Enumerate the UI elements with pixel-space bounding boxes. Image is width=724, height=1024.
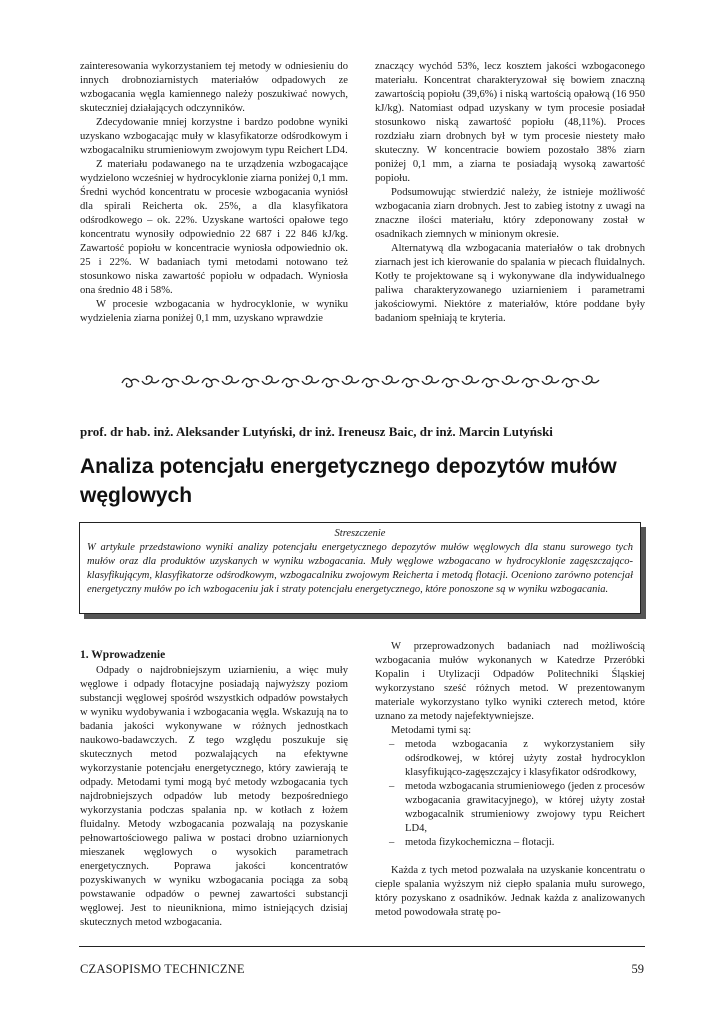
paragraph: zainteresowania wykorzystaniem tej metody w odniesieniu do innych drobnoziarnistych materiałów odpadowych ze wzbogacania węgla kamiennego należy poszukiwać nowych, skuteczniej działających odczynników.	[80, 61, 348, 114]
list-item: – metoda fizykochemiczna – flotacji.	[389, 837, 555, 848]
abstract-box	[79, 522, 641, 614]
list-item: – metoda wzbogacania z wykorzystaniem siły odśrodkowej, w której użyty został hydrocyklon klasyfikująco-zagęszczajcy i klasyfikator odśrodkowy,	[389, 739, 645, 778]
bottom-left-column	[80, 648, 348, 930]
journal-name: CZASOPISMO TECHNICZNE	[80, 962, 245, 976]
ornamental-divider-icon	[118, 372, 602, 390]
abstract-heading: Streszczenie	[334, 528, 386, 539]
top-right-column	[375, 60, 645, 326]
paragraph: Każda z tych metod pozwalała na uzyskanie koncentratu o cieple spalania wyższym niż ciepło spalania mułu surowego, który pozyskano z osadników. Jednak każda z analizowanych metod powodowała stratę po-	[375, 865, 645, 918]
paragraph: znaczący wychód 53%, lecz kosztem jakości wzbogaconego materiału. Koncentrat charakteryzował się bowiem znaczną zawartością popiołu (39,6%) i niską wartością opałową (16 950 kJ/kg). Natomiast odpad uzyskany w tym procesie posiadał stosunkowo niską zawartość popiołu (48,11%). Proces rozdziału ziarn drobnych był w tym procesie niestety mało skuteczny. W koncentracie bowiem pozostało 38% ziarn poniżej 0,1 mm, a ziarna te posiadają wysoką zawartość popiołu.	[375, 61, 645, 184]
methods-list	[375, 738, 645, 850]
paragraph: Podsumowując stwierdzić należy, że istnieje możliwość wzbogacania ziarn drobnych. Jest to zabieg istotny z uwagi na znaczne ilości materiału, który zdeponowany został w osadnikach ziemnych w minionym okresie.	[375, 187, 645, 240]
top-left-column	[80, 60, 348, 326]
paragraph: Odpady o najdrobniejszym uziarnieniu, a więc muły węglowe i odpady flotacyjne posiadają najwyższy poziom substancji węglowej spośród wszystkich odpadów powstałych w wyniku wydobywania i wzbogacania węgla. Wskazują na to badania jakości wykonywane w różnych jednostkach naukowo-badawczych. Z tego względu poszukuje się skutecznych metod pozwalających na efektywne wykorzystanie potencjału energetycznego, który zawierają te odpady. Metodami tymi mogą być metody wzbogacania tych najdrobniejszych odpadów lub metody bezpośredniego wykorzystania podczas spalania np. w kotłach z łożem fluidalny. Metody wzbogacania pozwalają na pozyskanie pełnowartościowego paliwa w postaci drobno uziarnionych mieszanek węglowych o wysokich parametrach energetycznych. Poprawa jakości koncentratów pozyskiwanych w wyniku wzbogacania pociąga za sobą powstawanie odpadów o pewnej zawartości substancji węglowej. Jest to nieunikniona, mimo istniejących dzisiaj skutecznych metod wzbogacania.	[80, 665, 348, 928]
article-authors: prof. dr hab. inż. Aleksander Lutyński, dr inż. Ireneusz Baic, dr inż. Marcin Lutyński	[80, 424, 553, 439]
footer-rule	[79, 946, 645, 947]
article-title: Analiza potencjału energetycznego depozytów mułów węglowych	[80, 455, 617, 507]
section-heading: 1. Wprowadzenie	[80, 649, 166, 661]
list-dash: –	[389, 739, 395, 750]
abstract-text: W artykule przedstawiono wyniki analizy potencjału energetycznego depozytów mułów węglowych dla stanu surowego tych mułów oraz dla produktów uzyskanych w wyniku wzbogacania. Muły węglowe wzbogacano w hydrocyklonie zagęszczająco-klasyfikującym, klasyfikatorze odśrodkowym, wzbogacalniku zwojowym Reicherta i metodą flotacji. Oceniono zarówno potencjał energetyczny mułów po ich wzbogaceniu jak i straty potencjału energetycznego, które ponoszone są w wyniku wzbogacania.	[87, 542, 633, 595]
paragraph: W procesie wzbogacania w hydrocyklonie, w wyniku wydzielenia ziarna poniżej 0,1 mm, uzyskano wprawdzie	[80, 299, 348, 324]
paragraph: Zdecydowanie mniej korzystne i bardzo podobne wyniki uzyskano wzbogacając muły w klasyfikatorze odśrodkowym i wzbogacalniku strumieniowym zwojowym typu Reichert LD4.	[80, 117, 348, 156]
bottom-right-column	[375, 640, 645, 920]
paragraph: Alternatywą dla wzbogacania materiałów o tak drobnych ziarnach jest ich kierowanie do spalania w piecach fluidalnych. Kotły te projektowane są i wykonywane dla indywidualnego paliwa charakteryzowanego uziarnieniem i parametrami jakościowymi. Niektóre z materiałów, które poddane były badaniom spełniają te kryteria.	[375, 243, 645, 324]
list-item: – metoda wzbogacania strumieniowego (jeden z procesów wzbogacania grawitacyjnego), w której użyty został wzbogacalnik strumieniowy zwojowy typu Reichert LD4,	[389, 781, 645, 834]
list-dash: –	[389, 781, 395, 792]
paragraph: Metodami tymi są:	[391, 725, 472, 736]
paragraph: Z materiału podawanego na te urządzenia wzbogacające wydzielono wcześniej w hydrocyklonie ziarna poniżej 0,1 mm. Średni wychód koncentratu w procesie wzbogacania wyniósł dla spirali Reicherta ok. 25%, a dla klasyfikatora odśrodkowego – ok. 22%. Uzyskane wartości opałowe tego koncentratu wynosiły odpowiednio 22 687 i 22 846 kJ/kg. Zawartość popiołu w koncentracie wyniosła odpowiednio ok. 25 i 22%. W badaniach tymi metodami notowano też stosunkowo niska zawartość popiołu w odpadach. Wyniosła ona średnio 48 i 58%.	[80, 159, 348, 296]
list-dash: –	[389, 837, 395, 848]
page-number: 59	[631, 962, 644, 976]
paragraph: W przeprowadzonych badaniach nad możliwością wzbogacania mułów wykonanych w Katedrze Przeróbki Kopalin i Utylizacji Odpadów Politechniki Śląskiej wykorzystano sześć różnych metod. W prezentowanym materiale wykorzystano tylko wyniki czterech metod, które uznano za metody najefektywniejsze.	[375, 641, 645, 722]
